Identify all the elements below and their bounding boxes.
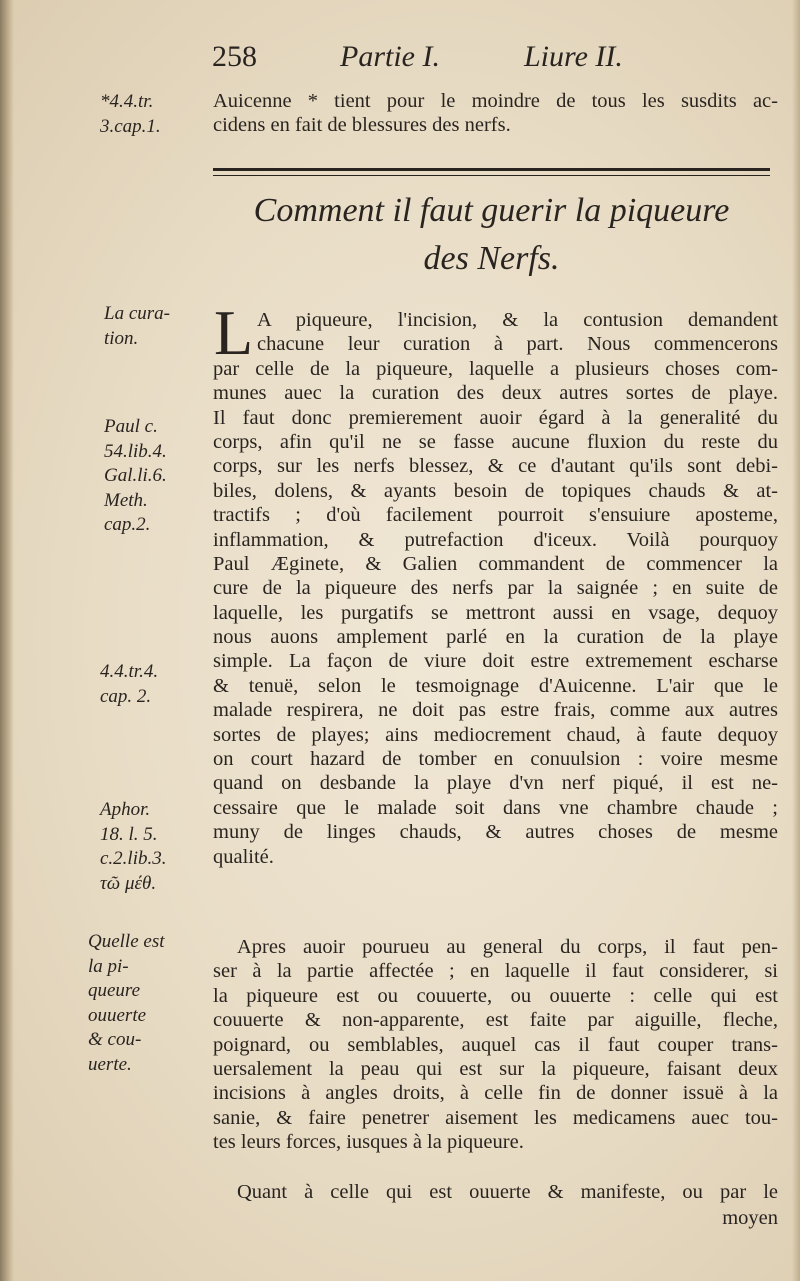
margin-note-line: Quelle est	[88, 931, 165, 952]
margin-note-line: cap. 2.	[100, 685, 152, 707]
text-line: poignard, ou semblables, auquel cas il faut couper trans-	[213, 1033, 778, 1056]
margin-note-line: uerte.	[88, 1053, 132, 1075]
text-line: malade respirera, ne doit pas estre frais, comme aux autres	[213, 699, 778, 722]
running-head-part: Partie I.	[340, 40, 440, 73]
text-line: munes auec la curation des deux autres sortes de playe.	[213, 382, 778, 405]
text-line: muny de linges chauds, & autres choses de mesme	[213, 821, 778, 844]
margin-note-line: τῶ μέθ.	[100, 872, 157, 894]
margin-note-line: 4.4.tr.4.	[100, 661, 159, 682]
text-line: corps, sur les nerfs blessez, & ce d'autant qu'ils sont debi-	[213, 455, 778, 478]
margin-note-line: 54.lib.4.	[104, 440, 167, 462]
running-head	[212, 40, 672, 84]
section-heading-line2: des Nerfs.	[423, 240, 560, 277]
text-line: on court hazard de tomber en conuulsion : voire mesme	[213, 748, 778, 771]
text-line: cessaire que le malade soit dans vne chambre chaude ;	[213, 796, 778, 819]
text-line: la piqueure est ou couuerte, ou ouuerte : celle qui est	[213, 984, 778, 1007]
text-line: inflammation, & putrefaction d'iceux. Voilà pourquoy	[213, 528, 778, 551]
text-line: sanie, & faire penetrer aisement les medicamens auec tou-	[213, 1106, 778, 1129]
text-line: qualité.	[213, 845, 274, 868]
section-rule-thin	[213, 175, 770, 176]
catchword-text: moyen	[722, 1207, 778, 1229]
margin-note-line: Aphor.	[100, 799, 151, 820]
text-line: corps, afin qu'il ne se fasse aucune fluxion du reste du	[213, 430, 778, 453]
margin-note-line: Gal.li.6.	[104, 465, 167, 486]
text-line: tractifs ; d'où facilement pourroit s'ensuiure aposteme,	[213, 504, 778, 527]
text-line: par celle de la piqueure, laquelle a plusieurs choses com-	[213, 357, 778, 380]
text-line: simple. La façon de viure doit estre extremement escharse	[213, 650, 778, 673]
margin-note-ref2	[100, 660, 158, 709]
text-line: A piqueure, l'incision, & la contusion demandent	[257, 309, 778, 331]
text-line: sortes de playes; ains mediocrement chaud, à faute dequoy	[213, 723, 778, 746]
margin-note-quelle	[88, 930, 165, 1077]
page-edge	[792, 0, 800, 1281]
intro-line: cidens en fait de blessures des nerfs.	[213, 114, 511, 137]
intro-text	[213, 89, 778, 138]
text-line: tes leurs forces, iusques à la piqueure.	[213, 1131, 524, 1154]
text-line: ser à la partie affectée ; en laquelle il faut considerer, si	[213, 960, 778, 983]
margin-note-line: 18. l. 5.	[100, 823, 158, 845]
text-line: chacune leur curation à part. Nous commencerons	[257, 333, 778, 356]
text-line: cure de la piqueure des nerfs par la saignée ; en suite de	[213, 577, 778, 600]
margin-note-paul	[104, 415, 167, 538]
margin-note-line: Meth.	[104, 489, 148, 511]
running-head-livre: Liure II.	[524, 40, 623, 73]
text-line: nous auons amplement parlé en la curation de la playe	[213, 626, 778, 649]
margin-note-line: & cou-	[88, 1029, 142, 1050]
margin-note-line: la pi-	[88, 955, 129, 977]
margin-note-aphor	[100, 798, 167, 896]
margin-note-line: *4.4.tr.	[100, 91, 154, 112]
paragraph-2	[213, 935, 778, 1155]
text-line: Apres auoir pourueu au general du corps, il faut pen-	[237, 936, 778, 958]
margin-note-line: c.2.lib.3.	[100, 848, 167, 869]
catchword	[213, 1206, 778, 1230]
margin-note-line: ouuerte	[88, 1004, 147, 1026]
text-line: laquelle, les purgatifs se mettront aussi en vsage, dequoy	[213, 601, 778, 624]
margin-note-ref1	[100, 90, 161, 139]
text-line: quand on desbande la playe d'vn nerf piqué, il est ne-	[213, 772, 778, 795]
text-line: incisions à angles droits, à celle fin de donner issuë à la	[213, 1082, 778, 1105]
text-line: biles, dolens, & ayants besoin de topiques chauds & at-	[213, 479, 778, 502]
margin-note-curation	[104, 302, 170, 351]
text-line: Il faut donc premierement auoir égard à la generalité du	[213, 406, 778, 429]
margin-note-line: Paul c.	[104, 416, 158, 437]
section-rule	[213, 168, 770, 171]
text-line: couuerte & non-apparente, est faite par aiguille, fleche,	[213, 1009, 778, 1032]
margin-note-line: La cura-	[104, 303, 170, 324]
margin-note-line: tion.	[104, 327, 139, 349]
margin-note-line: cap.2.	[104, 514, 151, 535]
text-line: Quant à celle qui est ouuerte & manifeste, ou par le	[237, 1181, 778, 1203]
section-heading-line1: Comment il faut guerir la piqueure	[253, 192, 730, 229]
margin-note-line: queure	[88, 980, 141, 1001]
paragraph-3	[213, 1180, 778, 1204]
margin-note-line: 3.cap.1.	[100, 115, 161, 137]
text-line: & tenuë, selon le tesmoignage d'Auicenne. L'air que le	[213, 674, 778, 697]
book-spine-shadow	[0, 0, 14, 1281]
paragraph-1	[213, 308, 778, 869]
drop-cap: L	[214, 297, 254, 368]
text-line: Paul Æginete, & Galien commandent de commencer la	[213, 552, 778, 575]
intro-line: Auicenne * tient pour le moindre de tous les susdits ac-	[213, 90, 778, 112]
page-number: 258	[212, 40, 257, 73]
text-line: uersalement la peau qui est sur la piqueure, faisant deux	[213, 1057, 778, 1080]
